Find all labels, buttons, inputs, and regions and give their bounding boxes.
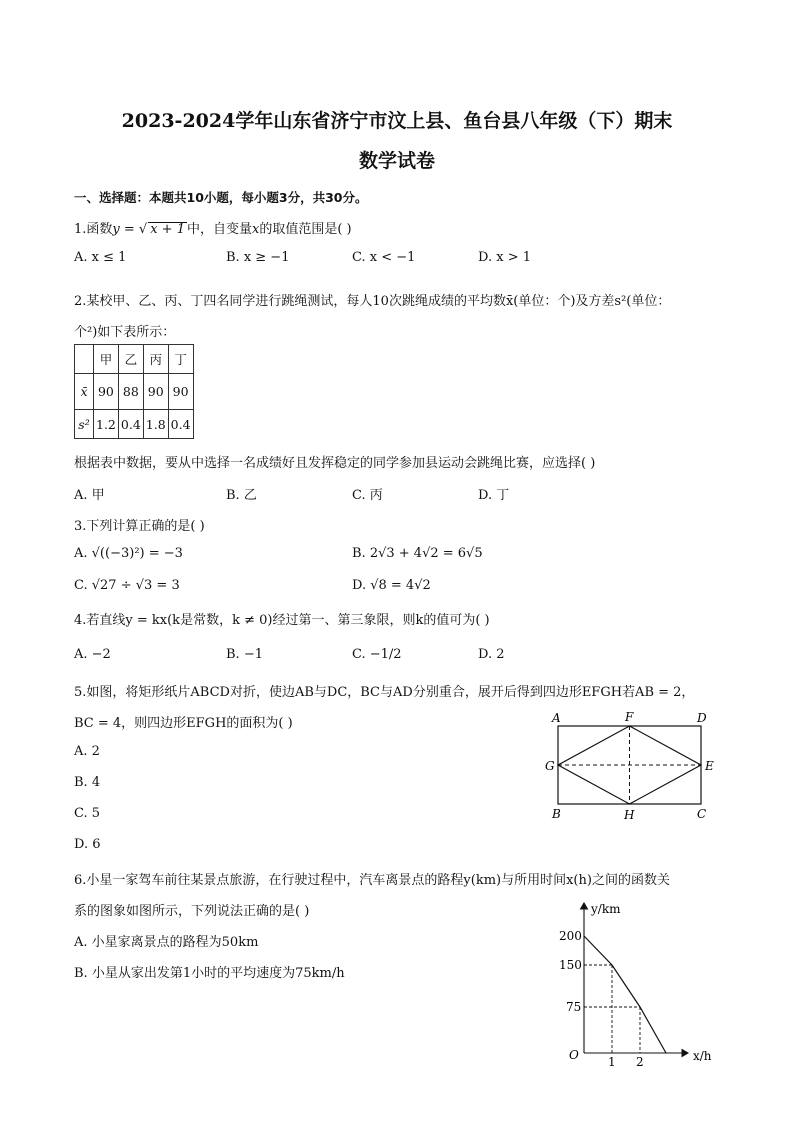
q5-option-c: C. 5 (74, 806, 101, 821)
question-6-stem-line2: 系的图象如图所示，下列说法正确的是( ) (74, 904, 310, 919)
table-cell: 丙 (143, 345, 168, 374)
q3-option-d: D. √8 = 4√2 (352, 578, 431, 593)
label-a: A (552, 711, 561, 725)
label-e: E (705, 759, 714, 773)
table-cell: 0.4 (118, 410, 143, 439)
q4-option-b: B. −1 (226, 647, 263, 662)
q4-option-a: A. −2 (74, 647, 111, 662)
question-5-stem-line1: 5.如图，将矩形纸片ABCD对折，使边AB与DC，BC与AD分别重合，展开后得到四边形EFGH若AB = 2， (74, 685, 695, 700)
sqrt-symbol: √ (138, 222, 148, 237)
score-table (74, 344, 194, 439)
label-f: F (625, 710, 634, 724)
question-2-stem-line3: 根据表中数据，要从中选择一名成绩好且发挥稳定的同学参加县运动会跳绳比赛，应选择( ) (74, 456, 596, 471)
section-header: 一、选择题：本题共10小题，每小题3分，共30分。 (74, 190, 368, 205)
rectangle-figure (540, 706, 720, 826)
question-2-stem-line1: 2.某校甲、乙、丙、丁四名同学进行跳绳测试，每人10次跳绳成绩的平均数x̄(单位：个)及方差s²(单位： (74, 294, 671, 309)
label-d: D (697, 711, 707, 725)
question-6-stem-line1: 6.小星一家驾车前往某景点旅游，在行驶过程中，汽车离景点的路程y(km)与所用时间x(h)之间的函数关 (74, 873, 670, 888)
q3-option-b: B. 2√3 + 4√2 = 6√5 (352, 546, 483, 561)
q1-option-c: C. x < −1 (352, 250, 416, 265)
q5-option-b: B. 4 (74, 775, 101, 790)
q3-option-c: C. √27 ÷ √3 = 3 (74, 578, 180, 593)
x-tick-label: 2 (636, 1055, 644, 1068)
page-subtitle: 数学试卷 (358, 150, 435, 172)
x-tick-label: 1 (608, 1055, 616, 1068)
label-b: B (552, 807, 561, 821)
q5-option-d: D. 6 (74, 837, 101, 852)
label-g: G (545, 759, 555, 773)
q4-option-d: D. 2 (478, 647, 505, 662)
label-h: H (624, 808, 635, 822)
q1-option-a: A. x ≤ 1 (74, 250, 127, 265)
y-tick-label: 150 (559, 958, 582, 972)
table-cell: 0.4 (168, 410, 193, 439)
origin-label: O (569, 1048, 579, 1062)
q2-option-c: C. 丙 (352, 488, 383, 503)
table-cell: 1.2 (94, 410, 119, 439)
table-row (75, 345, 194, 374)
table-cell: 90 (143, 374, 168, 410)
q4-option-c: C. −1/2 (352, 647, 402, 662)
table-cell: x̄ (75, 374, 94, 410)
q6-option-b: B. 小星从家出发第1小时的平均速度为75km/h (74, 966, 345, 981)
table-row (75, 374, 194, 410)
q5-option-a: A. 2 (74, 744, 100, 759)
x-axis-label: x/h (693, 1049, 712, 1063)
y-axis-label: y/km (591, 902, 621, 916)
table-cell: 90 (168, 374, 193, 410)
table-cell: 乙 (118, 345, 143, 374)
q1-option-d: D. x > 1 (478, 250, 531, 265)
label-c: C (697, 807, 707, 821)
question-3-stem: 3.下列计算正确的是( ) (74, 519, 205, 534)
table-cell: 丁 (168, 345, 193, 374)
table-cell: 甲 (94, 345, 119, 374)
question-2-stem-line2: 个²)如下表所示： (74, 325, 176, 340)
graph-line (584, 936, 666, 1053)
q2-option-a: A. 甲 (74, 488, 105, 503)
table-cell: s² (75, 410, 94, 439)
y-tick-label: 200 (559, 929, 582, 943)
q3-option-a: A. √((−3)²) = −3 (74, 546, 183, 561)
question-5-stem-line2: BC = 4，则四边形EFGH的面积为( ) (74, 716, 293, 731)
table-row (75, 410, 194, 439)
table-cell: 90 (94, 374, 119, 410)
table-cell (75, 345, 94, 374)
table-cell: 88 (118, 374, 143, 410)
q2-option-d: D. 丁 (478, 488, 510, 503)
question-1-stem: 1.函数y = √ x + 1 中，自变量x的取值范围是( ) (74, 222, 352, 237)
table-cell: 1.8 (143, 410, 168, 439)
page-title: 2023-2024学年山东省济宁市汶上县、鱼台县八年级（下）期末 (121, 110, 673, 132)
q1-option-b: B. x ≥ −1 (226, 250, 290, 265)
question-4-stem: 4.若直线y = kx(k是常数，k ≠ 0)经过第一、第三象限，则k的值可为( ) (74, 613, 490, 628)
distance-time-graph (555, 893, 725, 1068)
y-tick-label: 75 (566, 1000, 582, 1014)
q6-option-a: A. 小星家离景点的路程为50km (74, 935, 259, 950)
q2-option-b: B. 乙 (226, 488, 257, 503)
